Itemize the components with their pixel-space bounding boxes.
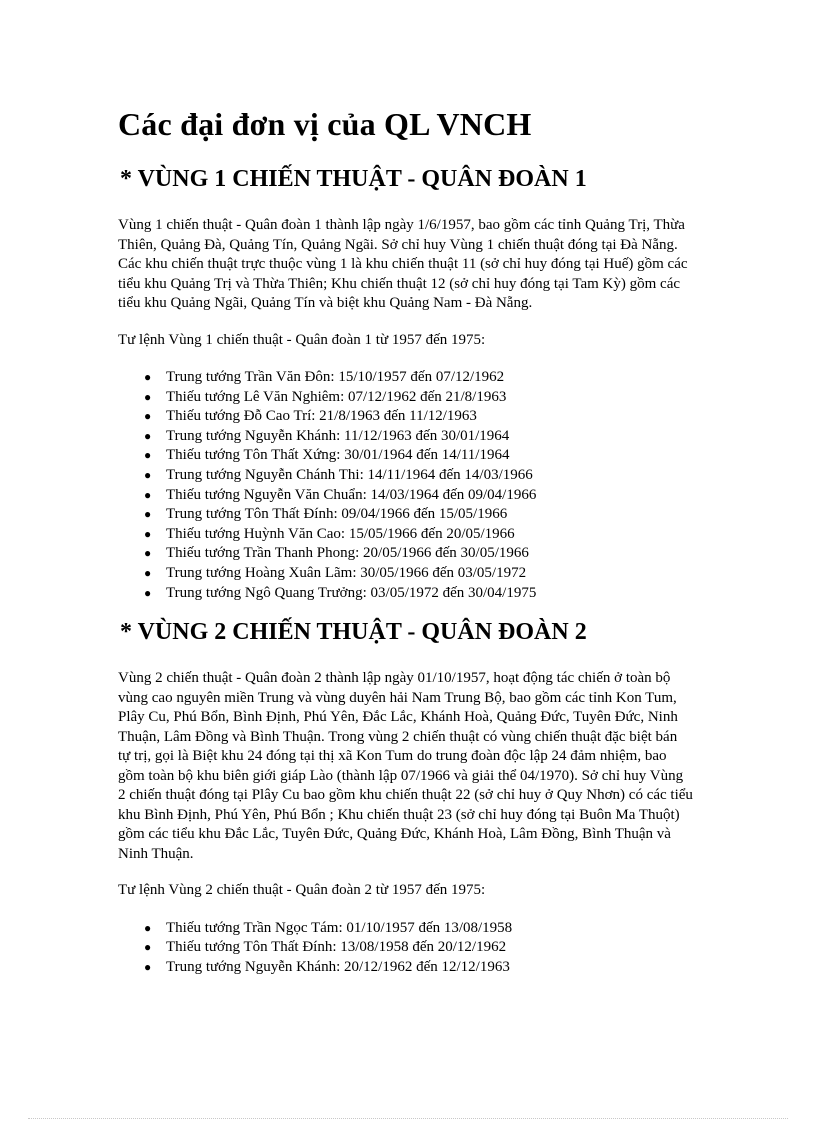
bullet-icon: ● [144,585,152,600]
commanders-list [118,368,693,603]
list-item-text: Trung tướng Tôn Thất Đính: 09/04/1966 đến 15/05/1966 [166,506,508,523]
commanders-intro: Tư lệnh Vùng 2 chiến thuật - Quân đoàn 2 từ 1957 đến 1975: [118,882,486,899]
list-item [144,525,693,545]
list-item-text: Trung tướng Nguyễn Khánh: 11/12/1963 đến 30/01/1964 [166,427,510,444]
bullet-icon: ● [144,448,152,463]
list-item [144,466,693,486]
section-heading: * VÙNG 2 CHIẾN THUẬT - QUÂN ĐOÀN 2 [120,619,587,646]
bullet-icon: ● [144,959,152,974]
list-item [144,388,693,408]
list-item-text: Thiếu tướng Trần Thanh Phong: 20/05/1966 đến 30/05/1966 [166,545,529,562]
list-item-text: Thiếu tướng Trần Ngọc Tám: 01/10/1957 đến 13/08/1958 [166,919,513,936]
list-item-text: Trung tướng Ngô Quang Trưởng: 03/05/1972 đến 30/04/1975 [166,584,537,601]
bullet-icon: ● [144,467,152,482]
page-bottom-divider [28,1118,788,1119]
bullet-icon: ● [144,920,152,935]
list-item [144,544,693,564]
section-description: Vùng 2 chiến thuật - Quân đoàn 2 thành lập ngày 01/10/1957, hoạt động tác chiến ở toàn bộ vùng cao nguyên miền Trung và vùng duyên hải Nam Trung Bộ, bao gồm các tỉnh Kon Tum, Plây Cu, Phú Bổn, Bình Định, Phú Yên, Đắc Lắc, Khánh Hoà, Quảng Đức, Tuyên Đức, Ninh Thuận, Lâm Đồng và Bình Thuận. Trong vùng 2 chiến thuật có vùng chiến thuật đặc biệt bán tự trị, gọi là Biệt khu 24 đóng tại thị xã Kon Tum do trung đoàn độc lập 24 đảm nhiệm, bao gồm toàn bộ khu biên giới giáp Lào (thành lập 07/1966 và giải thể 04/1970). Sở chỉ huy Vùng 2 chiến thuật đóng tại Plây Cu bao gồm khu chiến thuật 22 (sở chỉ huy ở Quy Nhơn) có các tiểu khu Bình Định, Phú Yên, Phú Bổn ; Khu chiến thuật 23 (sở chỉ huy đóng tại Buôn Ma Thuột) gồm các tiểu khu Đắc Lắc, Tuyên Đức, Quảng Đức, Khánh Hoà, Lâm Đồng, Bình Thuận và Ninh Thuận. [118,670,693,862]
list-item-text: Thiếu tướng Đỗ Cao Trí: 21/8/1963 đến 11/12/1963 [166,408,477,425]
list-item-text: Thiếu tướng Tôn Thất Xứng: 30/01/1964 đến 14/11/1964 [166,447,510,464]
page-title: Các đại đơn vị của QL VNCH [118,106,532,142]
bullet-icon: ● [144,389,152,404]
commanders-intro: Tư lệnh Vùng 1 chiến thuật - Quân đoàn 1 từ 1957 đến 1975: [118,331,486,348]
section-description: Vùng 1 chiến thuật - Quân đoàn 1 thành lập ngày 1/6/1957, bao gồm các tỉnh Quảng Trị, Thừa Thiên, Quảng Đà, Quảng Tín, Quảng Ngãi. Sở chỉ huy Vùng 1 chiến thuật đóng tại Đà Nẵng. Các khu chiến thuật trực thuộc vùng 1 là khu chiến thuật 11 (sở chỉ huy đóng tại Huế) gồm các tiểu khu Quảng Trị và Thừa Thiên; Khu chiến thuật 12 (sở chỉ huy đóng tại Tam Kỳ) gồm các tiểu khu Quảng Ngãi, Quảng Tín và biệt khu Quảng Nam - Đà Nẵng. [118,217,688,311]
bullet-icon: ● [144,565,152,580]
list-item-text: Trung tướng Trần Văn Đôn: 15/10/1957 đến 07/12/1962 [166,369,505,385]
list-item [144,938,693,958]
list-item [144,427,693,447]
list-item-text: Trung tướng Nguyễn Khánh: 20/12/1962 đến 12/12/1963 [166,958,510,975]
list-item [144,446,693,466]
bullet-icon: ● [144,409,152,424]
list-item-text: Trung tướng Nguyễn Chánh Thi: 14/11/1964 đến 14/03/1966 [166,466,533,483]
commanders-list [118,919,693,978]
list-item-text: Thiếu tướng Nguyễn Văn Chuẩn: 14/03/1964 đến 09/04/1966 [166,486,537,503]
document-body [118,104,693,991]
bullet-icon: ● [144,507,152,522]
list-item-text: Thiếu tướng Tôn Thất Đính: 13/08/1958 đến 20/12/1962 [166,939,507,956]
bullet-icon: ● [144,487,152,502]
list-item [144,919,693,939]
list-item [144,486,693,506]
list-item [144,505,693,525]
list-item [144,407,693,427]
list-item [144,958,693,978]
list-item-text: Thiếu tướng Huỳnh Văn Cao: 15/05/1966 đến 20/05/1966 [166,525,515,542]
section-heading: * VÙNG 1 CHIẾN THUẬT - QUÂN ĐOÀN 1 [120,166,587,192]
list-item [144,368,693,388]
list-item [144,584,693,604]
bullet-icon: ● [144,428,152,443]
section-region-1 [118,164,693,603]
bullet-icon: ● [144,526,152,541]
list-item-text: Trung tướng Hoàng Xuân Lãm: 30/05/1966 đến 03/05/1972 [166,564,527,581]
bullet-icon: ● [144,940,152,955]
bullet-icon: ● [144,546,152,561]
bullet-icon: ● [144,370,152,384]
list-item-text: Thiếu tướng Lê Văn Nghiêm: 07/12/1962 đến 21/8/1963 [166,388,507,405]
section-region-2 [118,617,693,977]
list-item [144,564,693,584]
